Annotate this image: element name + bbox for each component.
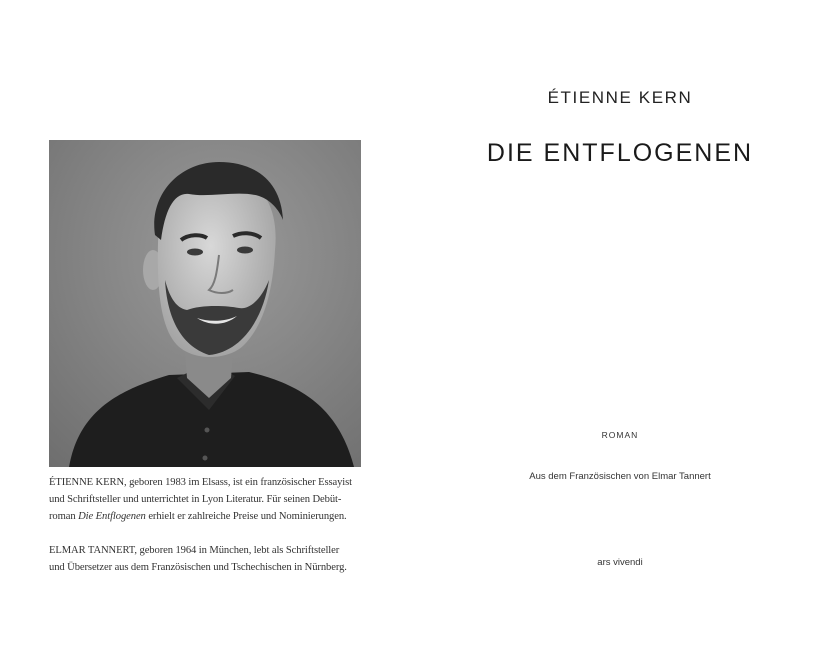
book-author: ÉTIENNE KERN: [547, 88, 693, 107]
translator-bio-line-2: und Übersetzer aus dem Französischen und Tschechischen in Nürnberg.: [49, 562, 347, 573]
author-bio-line-3-before: roman: [49, 511, 79, 522]
author-bio-line-1: [49, 474, 369, 491]
portrait-illustration: [49, 140, 361, 467]
author-bio-book-title: Die Entflogenen: [78, 511, 146, 522]
publisher-name: ars vivendi: [597, 557, 643, 568]
translator-bio-line-1: [49, 542, 369, 559]
translator-note: Aus dem Französischen von Elmar Tannert: [529, 471, 711, 482]
author-photo: [49, 140, 361, 467]
author-bio-line-3-after: erhielt er zahlreiche Preise und Nominierungen.: [145, 511, 347, 522]
translator-bio: [49, 542, 369, 576]
author-bio: [49, 474, 369, 525]
translator-bio-line-1-rest: , geboren 1964 in München, lebt als Schriftsteller: [134, 545, 340, 556]
author-bio-line-3: [49, 508, 369, 525]
author-bio-line-1-rest: , geboren 1983 im Elsass, ist ein französischer Essayist: [124, 477, 353, 488]
book-title: DIE ENTFLOGENEN: [486, 139, 754, 167]
author-bio-name: ÉTIENNE KERN: [49, 477, 124, 488]
book-genre: ROMAN: [601, 430, 639, 440]
author-bio-line-2: und Schriftsteller und unterrichtet in Lyon Literatur. Für seinen Debüt-: [49, 494, 342, 505]
translator-bio-name: ELMAR TANNERT: [49, 545, 135, 556]
